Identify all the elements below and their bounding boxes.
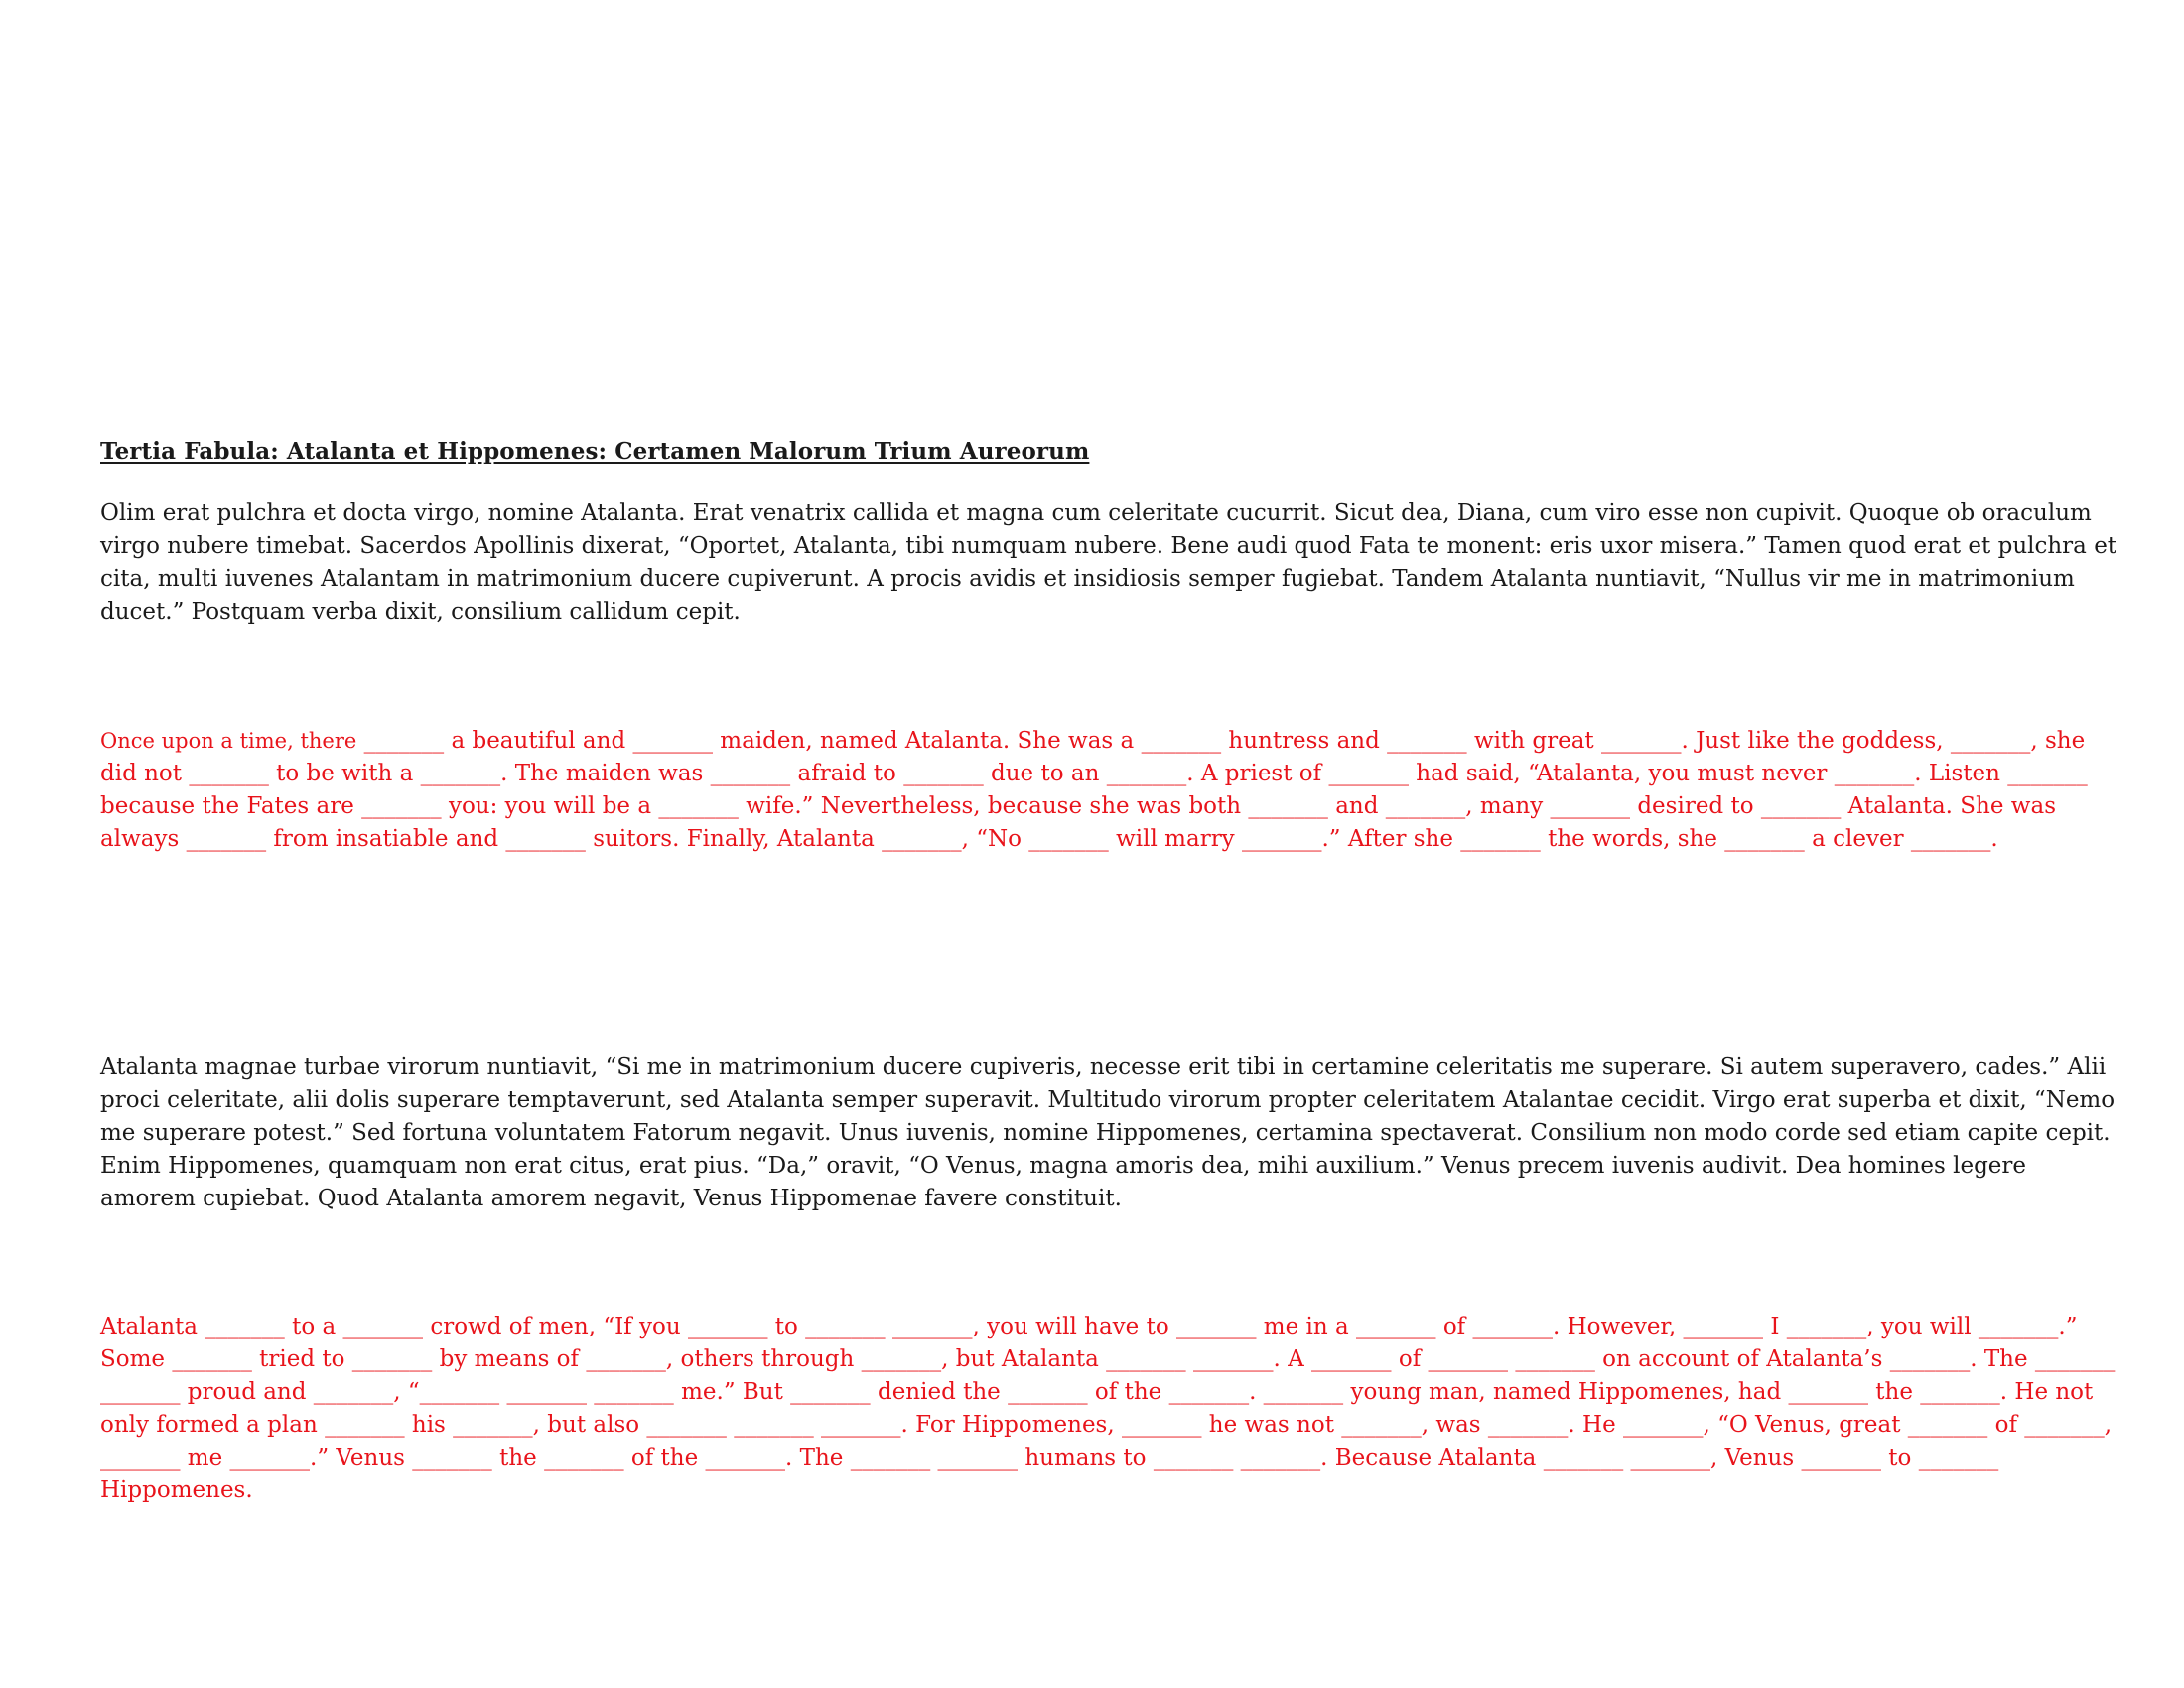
english-paragraph-2: Atalanta _______ to a _______ crowd of men, “If you _______ to _______ _______, you will have to _______ me in a _______ of _______. However, _______ I _______, you will _______.” Some _______ tried to _______ by means of _______, others through _______, but Atalanta _______ _______. A _______ of _______ _______ on account of Atalanta’s _______. The _______ _______ proud and _______, “_______ _______ _______ me.” But _______ denied the _______ of the _______. _______ young man, named Hippomenes, had _______ the _______. He not only formed a plan _______ his _______, but also _______ _______ _______. For Hippomenes, _______ he was not _______, was _______. He _______, “O Venus, great _______ of _______, _______ me _______.” Venus _______ the _______ of the _______. The _______ _______ humans to _______ _______. Because Atalanta _______ _______, Venus _______ to _______ Hippomenes. (100, 1314, 2116, 1503)
english-paragraph-1-rest: _______ a beautiful and _______ maiden, named Atalanta. She was a _______ huntress and _______ with great _______. Just like the goddess, _______, she did not _______ to be with a _______. The maiden was _______ afraid to _______ due to an _______. A priest of _______ had said, “Atalanta, you must never _______. Listen _______ because the Fates are _______ you: you will be a _______ wife.” Nevertheless, because she was both _______ and _______, many _______ desired to _______ Atalanta. She was always _______ from insatiable and _______ suitors. Finally, Atalanta _______, “No _______ will marry _______.” After she _______ the words, she _______ a clever _______. (100, 728, 2088, 852)
english-paragraph-1-lead: Once upon a time, there (100, 729, 357, 753)
latin-paragraph-1: Olim erat pulchra et docta virgo, nomine Atalanta. Erat venatrix callida et magna cum celeritate cucurrit. Sicut dea, Diana, cum viro esse non cupivit. Quoque ob oraculum virgo nubere timebat. Sacerdos Apollinis dixerat, “Oportet, Atalanta, tibi numquam nubere. Bene audi quod Fata te monent: eris uxor misera.” Tamen quod erat et pulchra et cita, multi iuvenes Atalantam in matrimonium ducere cupiverunt. A procis avidis et insidiosis semper fugiebat. Tandem Atalanta nuntiavit, “Nullus vir me in matrimonium ducet.” Postquam verba dixit, consilium callidum cepit. (100, 500, 2117, 625)
latin-paragraph-2: Atalanta magnae turbae virorum nuntiavit, “Si me in matrimonium ducere cupiveris, necesse erit tibi in certamine celeritatis me superare. Si autem superavero, cades.” Alii proci celeritate, alii dolis superare temptaverunt, sed Atalanta semper superavit. Multitudo virorum propter celeritatem Atalantae cecidit. Virgo erat superba et dixit, “Nemo me superare potest.” Sed fortuna voluntatem Fatorum negavit. Unus iuvenis, nomine Hippomenes, certamina spectaverat. Consilium non modo corde sed etiam capite cepit. Enim Hippomenes, quamquam non erat citus, erat pius. “Da,” oravit, “O Venus, magna amoris dea, mihi auxilium.” Venus precem iuvenis audivit. Dea homines legere amorem cupiebat. Quod Atalanta amorem negavit, Venus Hippomenae favere constituit. (100, 1055, 2116, 1211)
document-title: Tertia Fabula: Atalanta et Hippomenes: Certamen Malorum Trium Aureorum (100, 438, 1090, 465)
english-paragraph-1 (100, 725, 2125, 856)
